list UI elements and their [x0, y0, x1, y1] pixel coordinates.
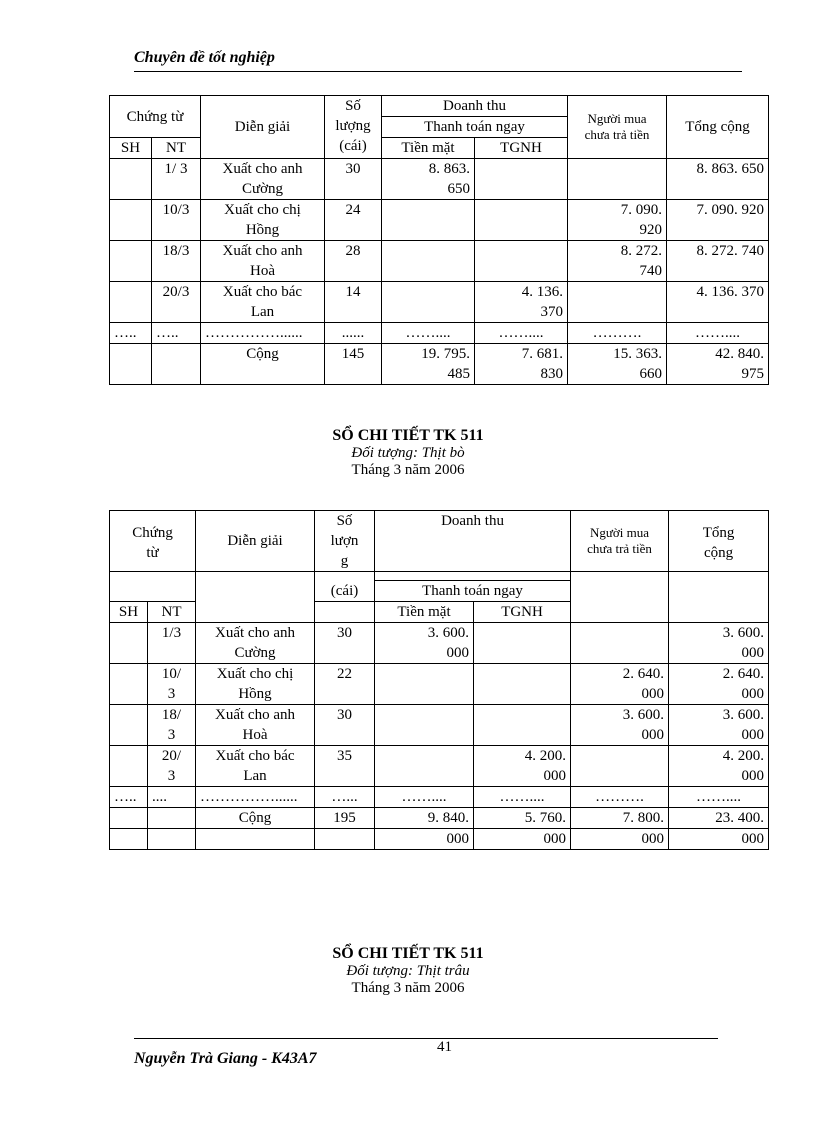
- section-subtitle: Đối tượng: Thịt trâu: [346, 963, 470, 979]
- table-row: 10/3 Xuất cho chị Hồng 24 7. 090. 920 7. 090. 920: [110, 200, 769, 241]
- header-nt: NT: [152, 138, 201, 159]
- section-2-heading: [0, 427, 816, 479]
- header-nguoi-mua: Người mua chưa trả tiền: [571, 511, 669, 572]
- table-row-ellipsis: ….. ….. ……………...... ...... …….... …….... ………. ……....: [110, 323, 769, 344]
- table-total-row: Cộng 195 9. 840. 5. 760. 7. 800. 23. 400.: [110, 808, 769, 829]
- header-rule: [134, 71, 742, 72]
- header-chung-tu: Chứng từ: [110, 96, 201, 138]
- header-nt: NT: [148, 602, 196, 623]
- ledger-table-1: [109, 95, 769, 385]
- header-tien-mat: Tiền mặt: [382, 138, 475, 159]
- header-nguoi-mua: Người mua chưa trả tiền: [568, 96, 667, 159]
- header-chung-tu: Chứng từ: [110, 511, 196, 572]
- document-header-title: Chuyên đề tốt nghiệp: [134, 49, 275, 66]
- footer-rule: [134, 1038, 718, 1039]
- table-row-ellipsis: ….. .... ……………...... …... …….... …….... ………. ……....: [110, 787, 769, 808]
- page-number: 41: [437, 1039, 452, 1055]
- section-title: SỔ CHI TIẾT TK 511: [332, 427, 484, 444]
- table-row: 20/ 3 Xuất cho bác Lan 35 4. 200. 000 4. 200. 000: [110, 746, 769, 787]
- header-so-luong: Số lượng (cái): [325, 96, 382, 159]
- header-tgnh: TGNH: [475, 138, 568, 159]
- table-row: 1/ 3 Xuất cho anh Cường 30 8. 863. 650 8. 863. 650: [110, 159, 769, 200]
- header-cai: (cái): [315, 572, 375, 602]
- header-sh: SH: [110, 602, 148, 623]
- header-thanh-toan-ngay: Thanh toán ngay: [382, 117, 568, 138]
- section-month: Tháng 3 năm 2006: [351, 462, 465, 478]
- table-total-row-continued: 000 000 000 000: [110, 829, 769, 850]
- header-so-luong: Số lượn g: [315, 511, 375, 572]
- table-row: 18/3 Xuất cho anh Hoà 28 8. 272. 740 8. 272. 740: [110, 241, 769, 282]
- header-doanh-thu: Doanh thu: [382, 96, 568, 117]
- header-tgnh: TGNH: [474, 602, 571, 623]
- section-month: Tháng 3 năm 2006: [351, 980, 465, 996]
- table-row: 20/3 Xuất cho bác Lan 14 4. 136. 370 4. 136. 370: [110, 282, 769, 323]
- section-subtitle: Đối tượng: Thịt bò: [351, 445, 465, 461]
- footer-author: Nguyễn Trà Giang - K43A7: [134, 1050, 317, 1067]
- header-thanh-toan-ngay: Thanh toán ngay: [375, 581, 571, 602]
- section-3-heading: [0, 945, 816, 997]
- header-tong-cong: Tổng cộng: [669, 511, 769, 572]
- header-tien-mat: Tiền mặt: [375, 602, 474, 623]
- header-sh: SH: [110, 138, 152, 159]
- table-row: 10/ 3 Xuất cho chị Hồng 22 2. 640. 000 2. 640. 000: [110, 664, 769, 705]
- table-row: 1/3 Xuất cho anh Cường 30 3. 600. 000 3. 600. 000: [110, 623, 769, 664]
- table-total-row: Cộng 145 19. 795. 485 7. 681. 830 15. 363. 660 42. 840. 975: [110, 344, 769, 385]
- header-dien-giai: Diễn giải: [196, 511, 315, 572]
- section-title: SỔ CHI TIẾT TK 511: [332, 945, 484, 962]
- table-row: 18/ 3 Xuất cho anh Hoà 30 3. 600. 000 3. 600. 000: [110, 705, 769, 746]
- header-doanh-thu: Doanh thu: [375, 511, 571, 572]
- header-dien-giai: Diễn giải: [201, 96, 325, 159]
- ledger-table-2: [109, 510, 769, 850]
- header-tong-cong: Tổng cộng: [667, 96, 769, 159]
